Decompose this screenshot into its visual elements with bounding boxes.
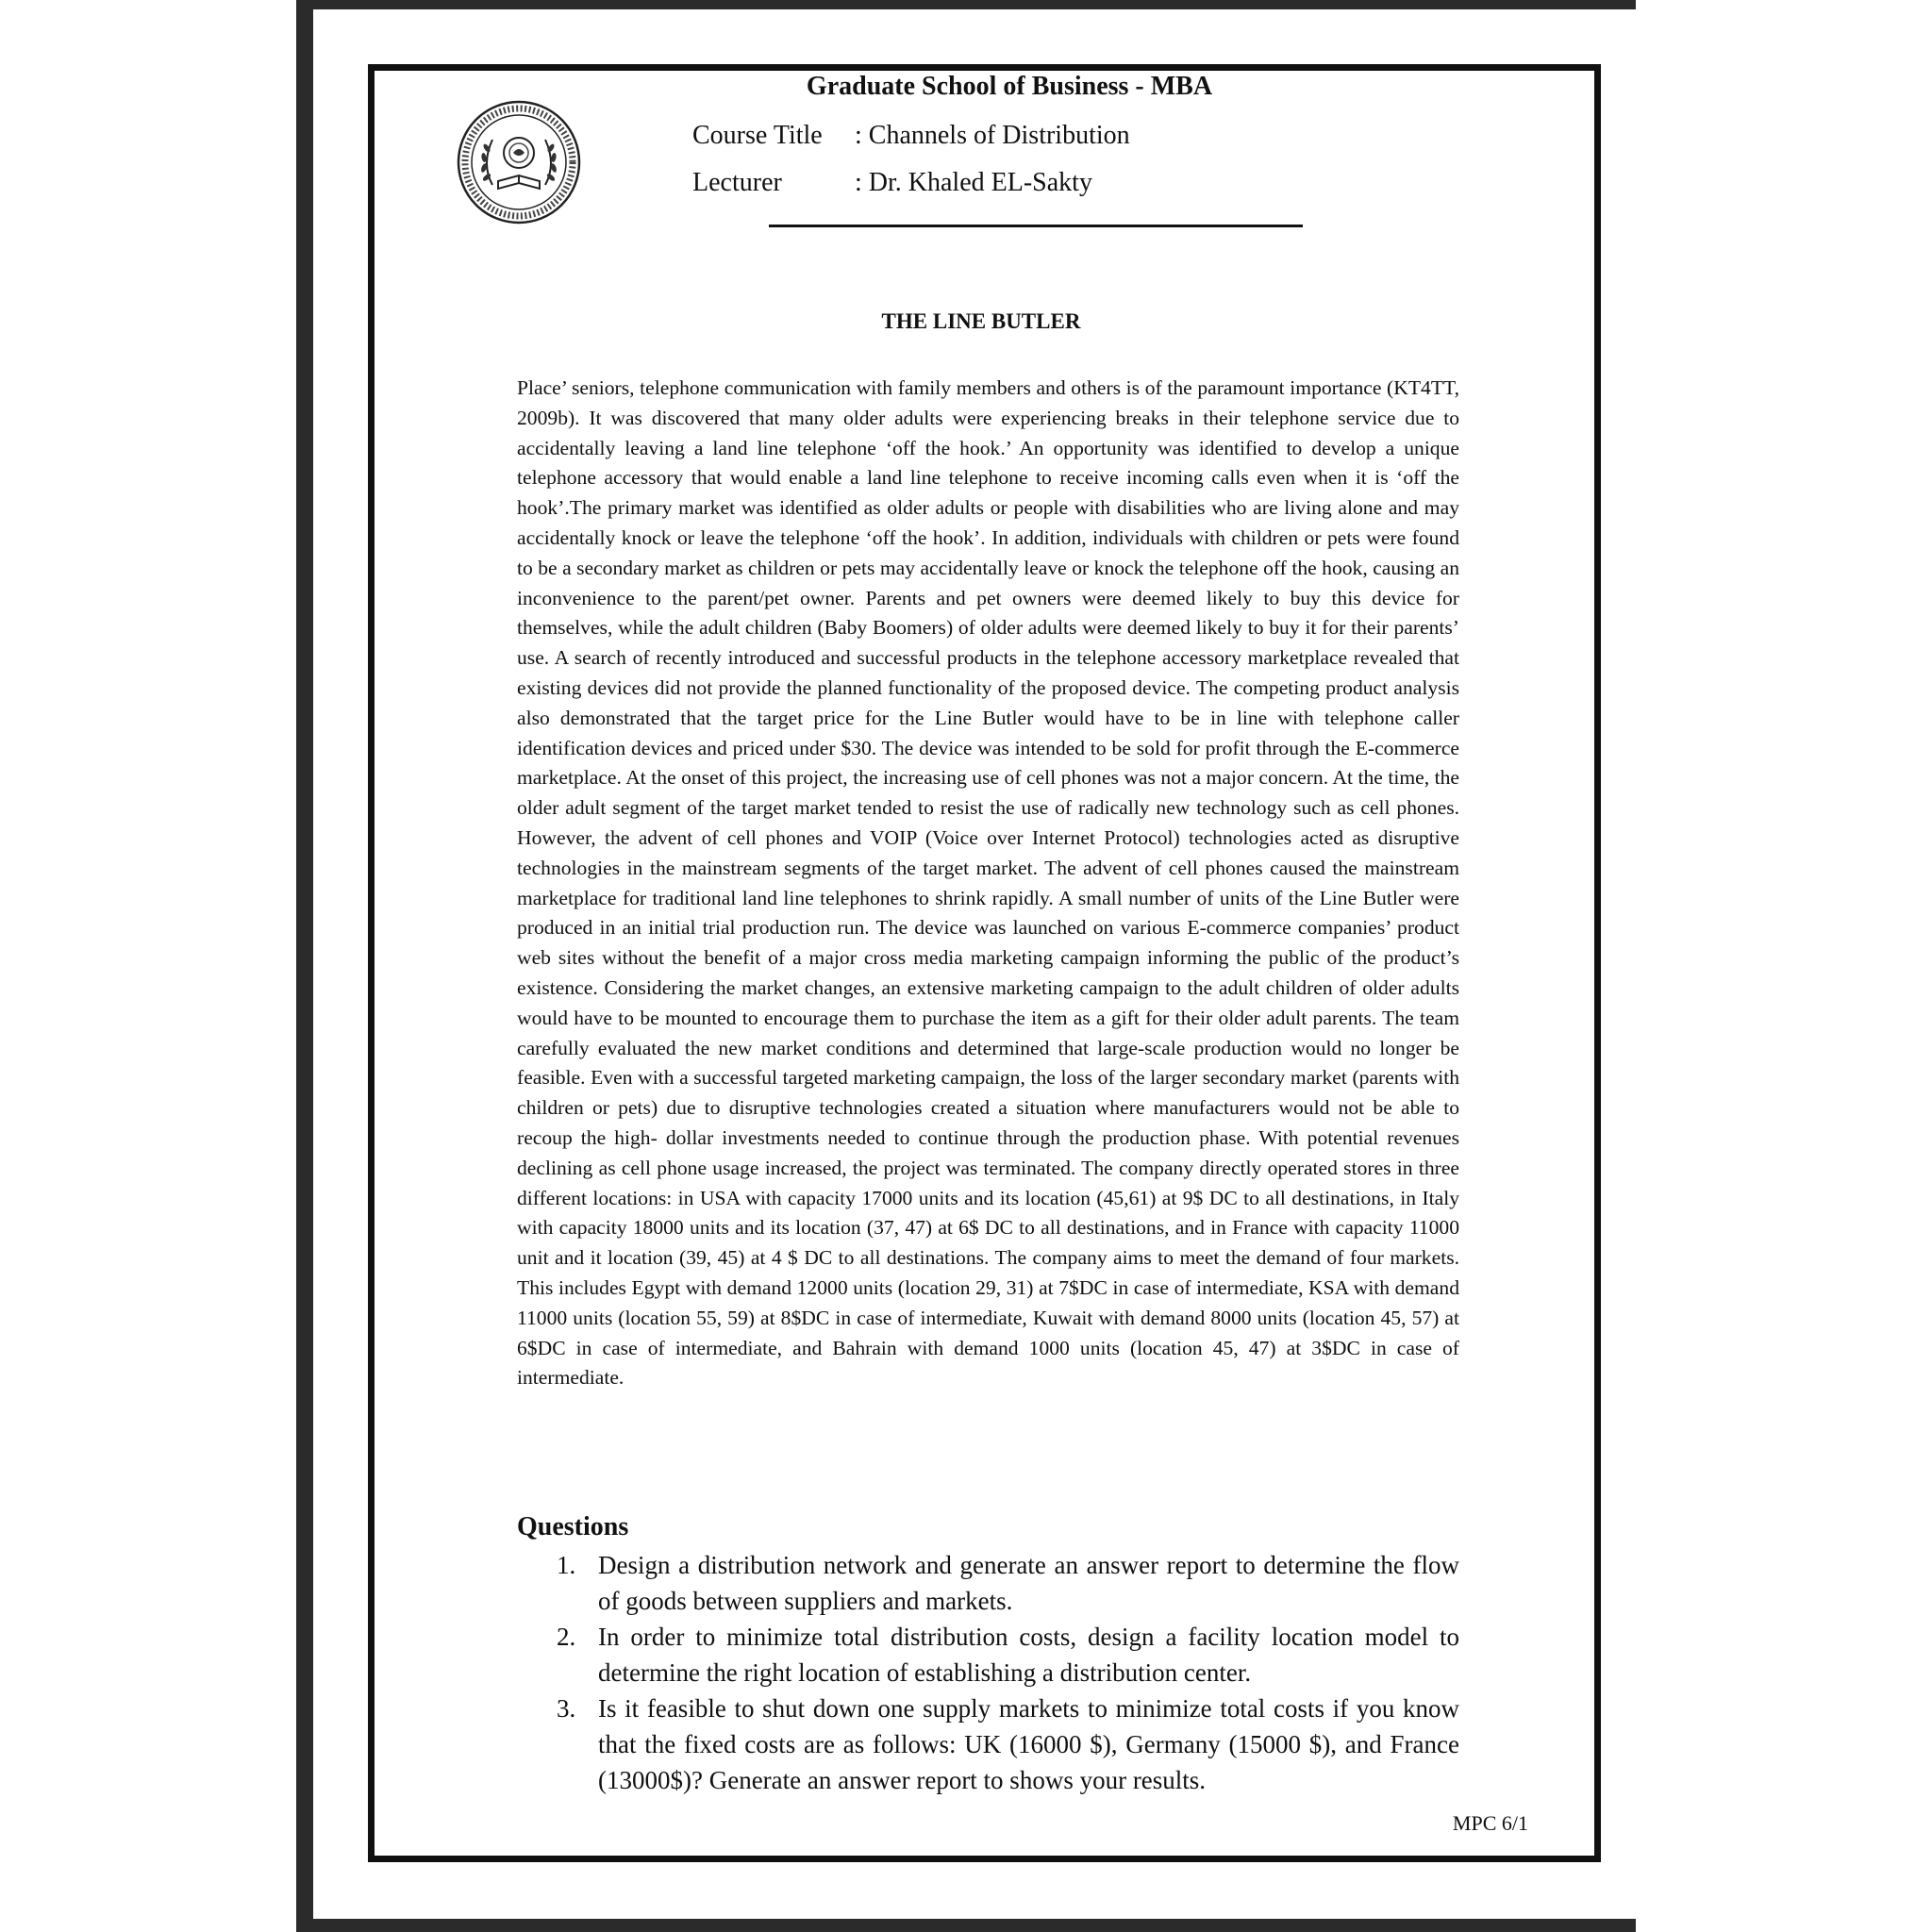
lecturer-label: Lecturer: [692, 168, 782, 197]
header-divider: [769, 225, 1303, 227]
question-number: 3.: [557, 1694, 576, 1723]
course-title-row: [692, 121, 1130, 151]
scan-edge-left: [296, 0, 313, 1932]
question-number: 2.: [557, 1623, 576, 1651]
page-code: MPC 6/1: [1452, 1811, 1528, 1835]
school-title: Graduate School of Business - MBA: [806, 72, 1213, 101]
questions-heading: Questions: [517, 1512, 629, 1541]
scan-edge-bottom: [296, 1919, 1636, 1932]
case-title: THE LINE BUTLER: [881, 309, 1081, 333]
case-body-paragraph: Place’ seniors, telephone communication with family members and others is of the paramount importance (KT4TT, 2009b). It was discovered that many older adults were experiencing breaks in their telephone service due to accidentally leaving a land line telephone ‘off the hook.’ An opportunity was identified to develop a unique telephone accessory that would enable a land line telephone to receive incoming calls even when it is ‘off the hook’.The primary market was identified as older adults or people with disabilities who are living alone and may accidentally knock or leave the telephone ‘off the hook’. In addition, individuals with children or pets were found to be a secondary market as children or pets may accidentally leave or knock the telephone off the hook, causing an inconvenience to the parent/pet owner. Parents and pet owners were deemed likely to buy this device for themselves, while the adult children (Baby Boomers) of older adults were deemed likely to buy it for their parents’ use. A search of recently introduced and successful products in the telephone accessory marketplace revealed that existing devices did not provide the planned functionality of the proposed device. The competing product analysis also demonstrated that the target price for the Line Butler would have to be in line with telephone caller identification devices and priced under $30. The device was intended to be sold for profit through the E-commerce marketplace. At the onset of this project, the increasing use of cell phones was not a major concern. At the time, the older adult segment of the target market tended to resist the use of radically new technology such as cell phones. However, the advent of cell phones and VOIP (Voice over Internet Protocol) technologies acted as disruptive technologies in the mainstream segments of the target market. The advent of cell phones caused the mainstream marketplace for traditional land line telephones to shrink rapidly. A small number of units of the Line Butler were produced in an initial trial production run. The device was launched on various E-commerce companies’ product web sites without the benefit of a major cross media marketing campaign informing the public of the product’s existence. Considering the market changes, an extensive marketing campaign to the adult children of older adults would have to be mounted to encourage them to purchase the item as a gift for their older adult parents. The team carefully evaluated the new market conditions and determined that large-scale production would no longer be feasible. Even with a successful targeted marketing campaign, the loss of the larger secondary market (parents with children or pets) due to disruptive technologies created a situation where manufacturers would not be able to recoup the high- dollar investments needed to continue through the production phase. With potential revenues declining as cell phone usage increased, the project was terminated. The company directly operated stores in three different locations: in USA with capacity 17000 units and its location (45,61) at 9$ DC to all destinations, in Italy with capacity 18000 units and its location (37, 47) at 6$ DC to all destinations, and in France with capacity 11000 unit and it location (39, 45) at 4 $ DC to all destinations. The company aims to meet the demand of four markets. This includes Egypt with demand 12000 units (location 29, 31) at 7$DC in case of intermediate, KSA with demand 11000 units (location 55, 59) at 8$DC in case of intermediate, Kuwait with demand 8000 units (location 45, 57) at 6$DC in case of intermediate, and Bahrain with demand 1000 units (location 45, 47) at 3$DC in case of intermediate.: [517, 376, 1459, 1390]
course-title-label: Course Title: [692, 121, 823, 150]
questions-list: [517, 1547, 1459, 1798]
question-text: In order to minimize total distribution costs, design a facility location model to determine the right location of establishing a distribution center.: [598, 1623, 1459, 1687]
question-text: Design a distribution network and generate an answer report to determine the flow of goods between suppliers and markets.: [598, 1551, 1459, 1615]
scan-edge-top: [296, 0, 1636, 9]
question-item: [517, 1547, 1459, 1619]
question-item: [517, 1690, 1459, 1798]
lecturer-row: [692, 168, 1092, 198]
question-item: [517, 1619, 1459, 1690]
question-number: 1.: [557, 1551, 576, 1579]
university-seal-logo: [455, 98, 583, 226]
lecturer-value: : Dr. Khaled EL-Sakty: [855, 168, 1092, 197]
course-title-value: : Channels of Distribution: [855, 121, 1130, 150]
question-text: Is it feasible to shut down one supply markets to minimize total costs if you know that the fixed costs are as follows: UK (16000 $), Germany (15000 $), and France (13000$)? Generate an answer report to shows your results.: [598, 1694, 1459, 1794]
